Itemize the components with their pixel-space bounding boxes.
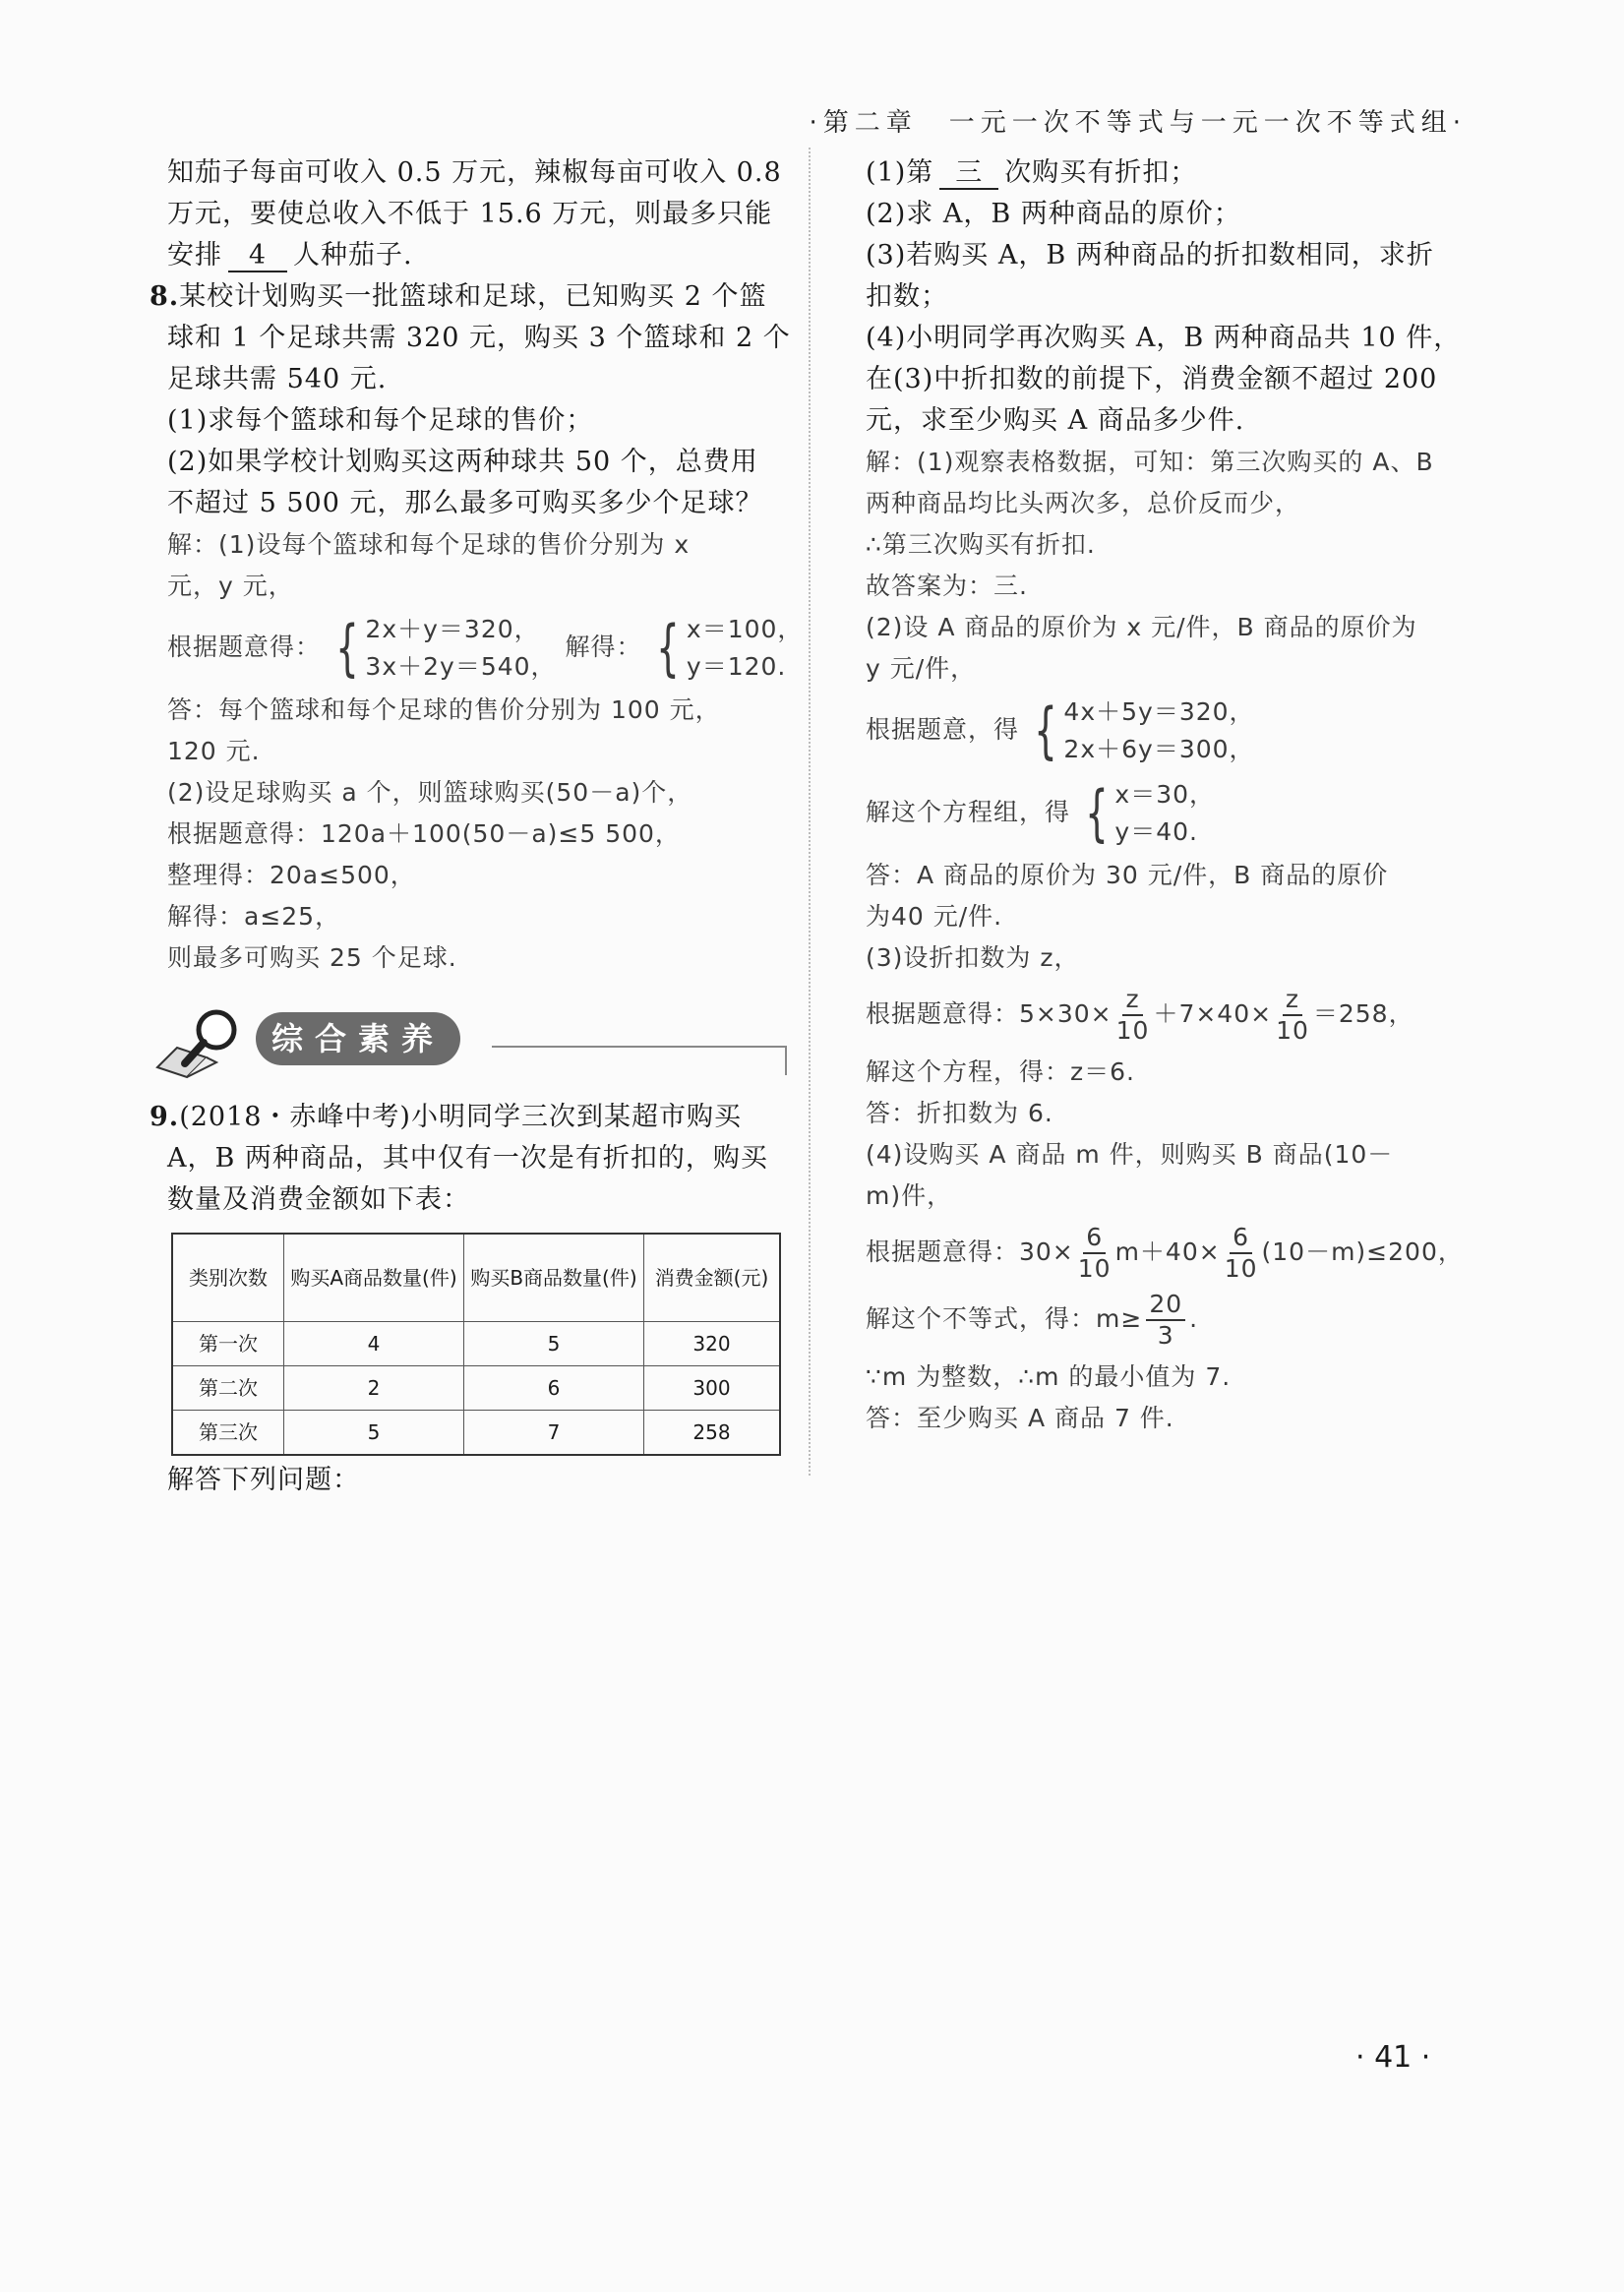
s8-line-6: (2)设足球购买 a 个，则篮球购买(50－a)个，: [167, 778, 693, 807]
q7-line-3-pre: 安排: [167, 240, 222, 271]
s9-line-6: y 元/件，: [866, 654, 977, 683]
table-cell: 320: [644, 1322, 781, 1366]
eq3-part-a: 根据题意得：5×30×: [866, 999, 1113, 1028]
s8-sys1-a: 2x＋y＝320，: [365, 615, 540, 643]
q8-line-5: (2)如果学校计划购买这两种球共 50 个，总费用: [167, 447, 758, 477]
s9-line-15: 答：至少购买 A 商品 7 件.: [866, 1404, 1174, 1432]
q7-answer-blank: 4: [228, 241, 287, 272]
brace-icon: {: [335, 612, 360, 684]
table-cell: 300: [644, 1366, 781, 1411]
s9-sys2-pre: 解这个方程组，得: [866, 798, 1071, 826]
s8-line-1: 解：(1)设每个篮球和每个足球的售价分别为 x: [167, 530, 691, 559]
eq4-part-b: m＋40×: [1114, 1237, 1221, 1266]
q7-line-2: 万元，要使总收入不低于 15.6 万元，则最多只能: [167, 199, 773, 229]
s8-line-7: 根据题意得：120a＋100(50－a)≤5 500，: [167, 819, 681, 848]
table-cell: 第三次: [172, 1411, 284, 1456]
s9-line-2: 两种商品均比头两次多，总价反而少，: [866, 489, 1301, 517]
table-row: [172, 1411, 780, 1456]
frac-denominator: 3: [1157, 1321, 1174, 1350]
table-cell: 258: [644, 1411, 781, 1456]
table-cell: 5: [464, 1322, 644, 1366]
s8-sys2-a: x＝100，: [686, 615, 804, 643]
fraction-6-10: [1225, 1223, 1258, 1284]
table-row: [172, 1322, 780, 1366]
eq3-part-b: ＋7×40×: [1153, 999, 1273, 1028]
s8-sys1-b: 3x＋2y＝540，: [365, 652, 557, 681]
table-cell: 7: [464, 1411, 644, 1456]
table-cell: 第一次: [172, 1322, 284, 1366]
table-cell: 5: [284, 1411, 464, 1456]
s8-line-4: 答：每个篮球和每个足球的售价分别为 100 元，: [167, 695, 721, 724]
banner-rule: [492, 1046, 787, 1048]
table-cell: 4: [284, 1322, 464, 1366]
s8-line-2: 元，y 元，: [167, 572, 294, 600]
s9-line-8: 为40 元/件.: [866, 902, 1003, 931]
brace-icon: {: [1085, 777, 1110, 849]
left-column: [150, 152, 804, 1501]
q9-part-1-post: 次购买有折扣；: [1004, 157, 1198, 188]
s9-inequality-solution: [866, 1290, 1485, 1351]
s9-sys2-a: x＝30，: [1114, 780, 1216, 809]
magnifier-book-icon: [148, 998, 266, 1087]
s8-sys-mid: 解得：: [565, 633, 642, 661]
s8-line-9: 解得：a≤25，: [167, 902, 341, 931]
s9-solution-system: [1079, 776, 1215, 851]
q8-line-4: (1)求每个篮球和每个足球的售价；: [167, 405, 594, 436]
frac-numerator: 6: [1230, 1223, 1252, 1254]
purchase-table: [171, 1233, 781, 1456]
frac-numerator: 6: [1083, 1223, 1106, 1254]
s9-line-10: 解这个方程，得：z＝6.: [866, 1057, 1135, 1086]
frac-denominator: 10: [1276, 1016, 1309, 1045]
s8-line-8: 整理得：20a≤500，: [167, 861, 416, 889]
s8-line-5: 120 元.: [167, 737, 261, 765]
table-cell: 2: [284, 1366, 464, 1411]
chapter-header: ·第二章 一元一次不等式与一元一次不等式组·: [809, 108, 1467, 138]
brace-icon: {: [1034, 694, 1058, 766]
q9-text-1: (2018・赤峰中考)小明同学三次到某超市购买: [179, 1102, 742, 1132]
q9-line-2: A，B 两种商品，其中仅有一次是有折扣的，购买: [167, 1143, 768, 1174]
s9-sys2-b: y＝40.: [1114, 817, 1198, 846]
q9-after-table: 解答下列问题：: [167, 1465, 360, 1495]
s9-line-9: (3)设折扣数为 z，: [866, 943, 1080, 972]
s9-line-3: ∴第三次购买有折扣.: [866, 530, 1096, 559]
q7-line-3: [167, 235, 787, 276]
frac-numerator: z: [1283, 985, 1302, 1016]
table-row: [172, 1366, 780, 1411]
table-header: 购买A商品数量(件): [284, 1234, 464, 1322]
q9-line-1: [150, 1097, 787, 1138]
q9-answer-blank: 三: [939, 158, 998, 190]
q8-line-3: 足球共需 540 元.: [167, 364, 388, 394]
s9-line-14: ∵m 为整数，∴m 的最小值为 7.: [866, 1362, 1232, 1391]
frac-denominator: 10: [1115, 1016, 1150, 1045]
q9-part-2: (2)求 A，B 两种商品的原价；: [866, 199, 1241, 229]
s9-line-13: m)件，: [866, 1181, 953, 1210]
s9-sys1-b: 2x＋6y＝300，: [1063, 735, 1255, 763]
q8-line-2: 球和 1 个足球共需 320 元，购买 3 个篮球和 2 个: [167, 323, 791, 353]
q8-text-1: 某校计划购买一批篮球和足球，已知购买 2 个篮: [179, 281, 767, 312]
eq4-part-a: 根据题意得：30×: [866, 1237, 1074, 1266]
s9-system-2: [866, 772, 1485, 855]
s8-sys2-b: y＝120.: [686, 652, 787, 681]
s9-line-4: 故答案为：三.: [866, 572, 1028, 600]
eq5-part-a: 解这个不等式，得：m≥: [866, 1304, 1143, 1333]
brace-icon: {: [656, 612, 681, 684]
frac-numerator: 20: [1146, 1290, 1185, 1321]
frac-denominator: 10: [1224, 1254, 1258, 1283]
table-cell: 第二次: [172, 1366, 284, 1411]
banner-rule-end: [785, 1046, 787, 1075]
eq3-part-c: ＝258，: [1312, 999, 1414, 1028]
s9-line-12: (4)设购买 A 商品 m 件，则购买 B 商品(10－: [866, 1140, 1394, 1169]
section-banner: [167, 998, 787, 1087]
q9-part-1-pre: (1)第: [866, 157, 934, 188]
s9-line-7: 答：A 商品的原价为 30 元/件，B 商品的原价: [866, 861, 1389, 889]
q9-part-1: [866, 152, 1485, 194]
s8-equation-system: [330, 611, 557, 686]
frac-denominator: 10: [1077, 1254, 1112, 1283]
q7-line-1: 知茄子每亩可收入 0.5 万元，辣椒每亩可收入 0.8: [167, 157, 782, 188]
s9-sys-pre: 根据题意，得: [866, 715, 1020, 744]
table-header: 购买B商品数量(件): [464, 1234, 644, 1322]
s9-line-11: 答：折扣数为 6.: [866, 1099, 1053, 1127]
q9-number: 9.: [150, 1102, 180, 1132]
q8-line-6: 不超过 5 500 元，那么最多可购买多少个足球？: [167, 488, 763, 518]
s8-system-line: [167, 607, 804, 690]
s9-system-1: [866, 690, 1485, 772]
table-header: 消费金额(元): [644, 1234, 781, 1322]
q9-part-3a: (3)若购买 A，B 两种商品的折扣数相同，求折: [866, 240, 1434, 271]
q8-number: 8.: [150, 281, 180, 312]
q7-line-3-post: 人种茄子.: [293, 240, 413, 271]
table-cell: 6: [464, 1366, 644, 1411]
s8-solution-system: [650, 611, 803, 686]
section-banner-title: 综合素养: [256, 1012, 460, 1065]
q9-part-4b: 在(3)中折扣数的前提下，消费金额不超过 200: [866, 364, 1438, 394]
eq4-part-c: (10－m)≤200，: [1261, 1237, 1464, 1266]
s9-line-5: (2)设 A 商品的原价为 x 元/件，B 商品的原价为: [866, 613, 1417, 641]
q9-part-3b: 扣数；: [866, 281, 948, 312]
page-number: · 41 ·: [1355, 2040, 1431, 2075]
eq5-part-c: .: [1189, 1304, 1199, 1333]
s9-sys1-a: 4x＋5y＝320，: [1063, 697, 1255, 726]
q9-part-4c: 元，求至少购买 A 商品多少件.: [866, 405, 1245, 436]
q8-line-1: [150, 276, 787, 318]
s9-inequality: [866, 1223, 1485, 1284]
q9-line-3: 数量及消费金额如下表：: [167, 1184, 470, 1215]
s8-sys-pre: 根据题意得：: [167, 633, 322, 661]
table-header: 类别次数: [172, 1234, 284, 1322]
fraction-z-10: [1116, 985, 1150, 1046]
right-column: [866, 152, 1485, 1439]
column-divider: [809, 148, 811, 1476]
frac-numerator: z: [1122, 985, 1142, 1016]
s9-equation-system: [1028, 694, 1255, 768]
q9-part-4a: (4)小明同学再次购买 A，B 两种商品共 10 件，: [866, 323, 1462, 353]
s8-line-10: 则最多可购买 25 个足球.: [167, 943, 457, 972]
s9-equation-3: [866, 985, 1485, 1046]
fraction-20-3: [1146, 1290, 1185, 1351]
s9-line-1: 解：(1)观察表格数据，可知：第三次购买的 A、B: [866, 448, 1434, 476]
fraction-z-10: [1276, 985, 1309, 1046]
fraction-6-10: [1078, 1223, 1112, 1284]
